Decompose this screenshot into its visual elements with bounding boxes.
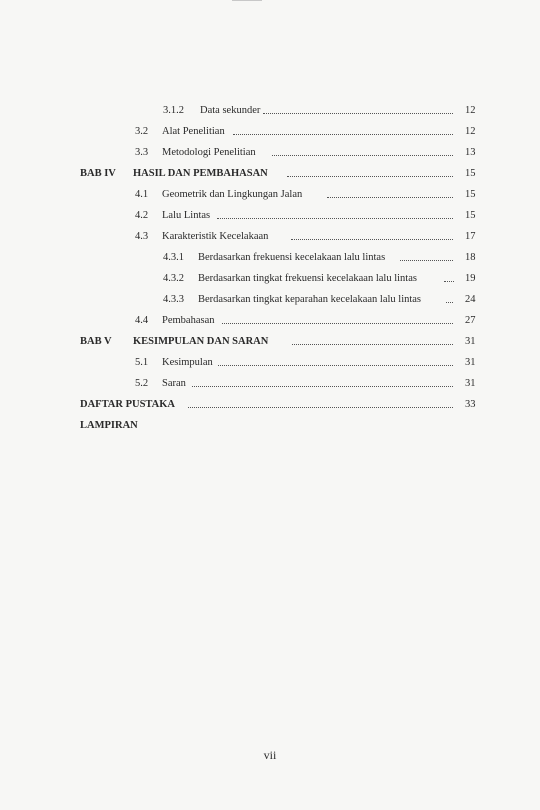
toc-entry-number: 5.1 [135,357,149,368]
toc-entry-title: Saran [162,378,186,389]
toc-entry-title: Lalu Lintas [162,210,211,221]
toc-entry [0,140,540,160]
toc-entry [0,224,540,244]
toc-entry [0,308,540,328]
dot-leader [222,323,453,324]
toc-entry [0,245,540,265]
toc-entry-title: Berdasarkan frekuensi kecelakaan lalu lintas [198,252,386,263]
toc-entry-page: 24 [465,294,476,305]
dot-leader [263,113,453,114]
scan-mark [232,0,262,1]
dot-leader [272,155,453,156]
toc-entry-page: 15 [465,168,476,179]
dot-leader [218,365,453,366]
toc-entry-page: 31 [465,357,476,368]
toc-entry-title: Geometrik dan Lingkungan Jalan [162,189,303,200]
dot-leader [400,260,453,261]
toc-chapter-title: DAFTAR PUSTAKA [80,399,175,410]
toc-entry [0,98,540,118]
toc-entry-number: 4.3.1 [163,252,184,263]
toc-entry [0,119,540,139]
toc-entry-page: 19 [465,273,476,284]
toc-entry-page: 12 [465,126,476,137]
toc-chapter-number: BAB IV [80,168,116,179]
toc-entry-page: 18 [465,252,476,263]
toc-entry [0,371,540,391]
dot-leader [192,386,453,387]
dot-leader [217,218,453,219]
dot-leader [292,344,453,345]
toc-chapter-number: BAB V [80,336,112,347]
dot-leader [233,134,453,135]
toc-chapter-title: LAMPIRAN [80,420,138,431]
toc-entry-number: 4.4 [135,315,149,326]
toc-entry-title: Kesimpulan [162,357,213,368]
dot-leader [291,239,453,240]
toc-entry-title: Berdasarkan tingkat keparahan kecelakaan lalu lintas [198,294,422,305]
toc-entry-page: 12 [465,105,476,116]
toc-entry-number: 3.2 [135,126,149,137]
toc-entry-number: 4.3.3 [163,294,184,305]
toc-entry-title: Berdasarkan tingkat frekuensi kecelakaan lalu lintas [198,273,417,284]
toc-chapter [0,161,540,181]
dot-leader [188,407,453,408]
toc-entry [0,203,540,223]
toc-entry-page: 31 [465,336,476,347]
toc-entry-number: 4.2 [135,210,149,221]
toc-entry-number: 5.2 [135,378,149,389]
toc-entry-page: 15 [465,210,476,221]
toc-chapter [0,392,540,412]
toc-entry-page: 27 [465,315,476,326]
toc-entry-page: 15 [465,189,476,200]
toc-entry-number: 4.3.2 [163,273,184,284]
dot-leader [287,176,453,177]
toc-entry-number: 3.1.2 [163,105,184,116]
toc-entry-title: Metodologi Penelitian [162,147,256,158]
toc-entry-number: 3.3 [135,147,149,158]
toc-entry [0,287,540,307]
toc-entry-title: Karakteristik Kecelakaan [162,231,269,242]
toc-entry-number: 4.1 [135,189,149,200]
toc-entry-number: 4.3 [135,231,149,242]
toc-entry-title: Alat Penelitian [162,126,225,137]
toc-chapter [0,329,540,349]
toc-entry-page: 31 [465,378,476,389]
dot-leader [446,302,453,303]
toc-chapter-title: HASIL DAN PEMBAHASAN [133,168,268,179]
toc-entry [0,266,540,286]
toc-chapter [0,413,540,433]
toc-entry-page: 13 [465,147,476,158]
toc-chapter-title: KESIMPULAN DAN SARAN [133,336,269,347]
toc-entry [0,350,540,370]
toc-entry [0,182,540,202]
toc-entry-page: 17 [465,231,476,242]
toc-entry-page: 33 [465,399,476,410]
toc-entry-title: Pembahasan [162,315,215,326]
toc-entry-title: Data sekunder [200,105,261,116]
dot-leader [327,197,453,198]
page-number: vii [263,748,277,762]
dot-leader [444,281,454,282]
